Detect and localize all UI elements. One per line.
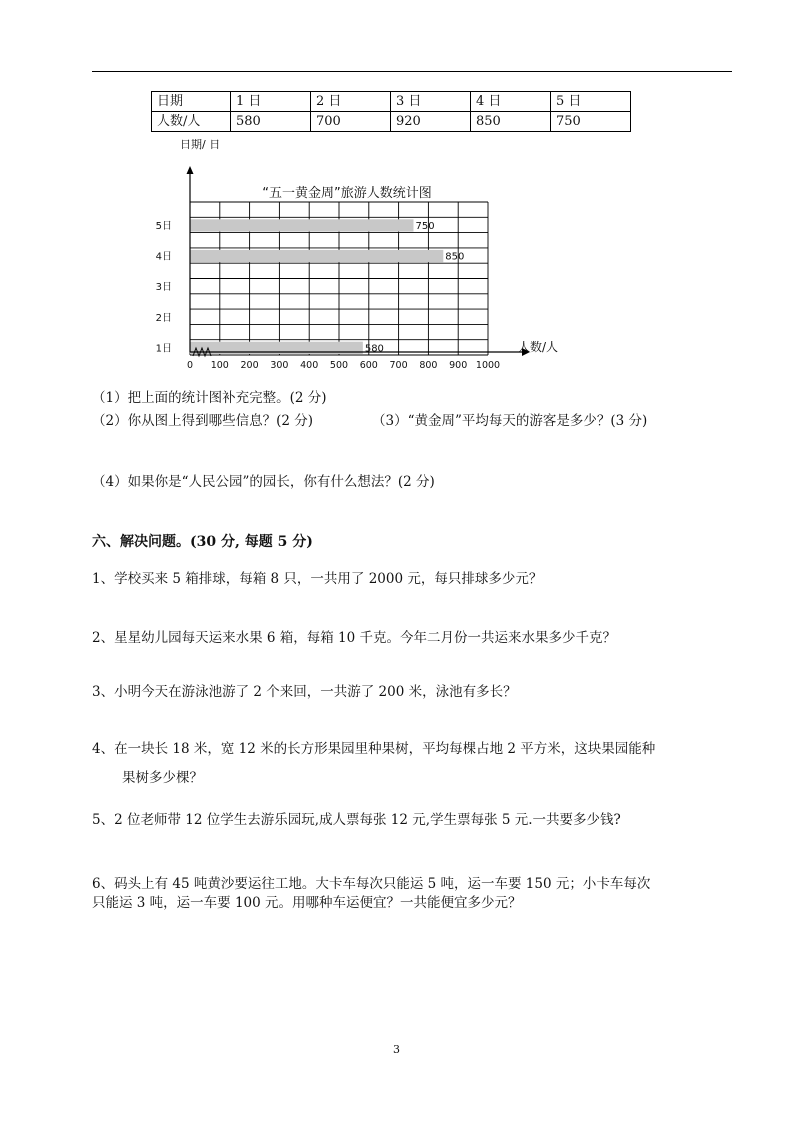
x-tick-label: 200 bbox=[240, 360, 259, 371]
table-cell: 1 日 bbox=[231, 92, 311, 112]
x-tick-label: 700 bbox=[389, 360, 408, 371]
question-1: （1）把上面的统计图补充完整。(2 分) bbox=[92, 390, 327, 406]
problem-6-line-1: 6、码头上有 45 吨黄沙要运往工地。大卡车每次只能运 5 吨，运一车要 150 元；小卡车每次 bbox=[92, 876, 651, 892]
category-label: 5日 bbox=[155, 220, 172, 232]
x-tick-label: 600 bbox=[359, 360, 378, 371]
x-tick-label: 400 bbox=[300, 360, 319, 371]
table-cell: 人数/人 bbox=[152, 112, 231, 132]
table-cell: 3 日 bbox=[391, 92, 471, 112]
x-tick-label: 300 bbox=[270, 360, 289, 371]
table-row bbox=[152, 92, 631, 112]
x-tick-label: 900 bbox=[449, 360, 468, 371]
section-title: 六、解决问题。(30 分, 每题 5 分) bbox=[92, 534, 313, 550]
bar-value-label: 580 bbox=[364, 343, 384, 355]
bar-value-label: 750 bbox=[415, 220, 435, 232]
chart-title: “五一黄金周”旅游人数统计图 bbox=[262, 186, 432, 201]
x-tick-label: 1000 bbox=[475, 360, 501, 371]
problem-4-line-2: 果树多少棵？ bbox=[122, 770, 203, 786]
problem-3: 3、小明今天在游泳池游了 2 个来回，一共游了 200 米，泳池有多长？ bbox=[92, 684, 517, 700]
table-cell: 5 日 bbox=[551, 92, 631, 112]
table-cell: 850 bbox=[471, 112, 551, 132]
bar-value-label: 850 bbox=[445, 251, 465, 263]
table-cell: 4 日 bbox=[471, 92, 551, 112]
chart-bar bbox=[190, 219, 414, 231]
table-cell: 2 日 bbox=[311, 92, 391, 112]
x-tick-label: 100 bbox=[210, 360, 229, 371]
problem-1: 1、学校买来 5 箱排球，每箱 8 只，一共用了 2000 元，每只排球多少元？ bbox=[92, 571, 543, 587]
problem-6-line-2: 只能运 3 吨，运一车要 100 元。用哪种车运便宜？一共能便宜多少元？ bbox=[92, 895, 522, 911]
header-rule bbox=[92, 71, 732, 72]
question-3: （3）“黄金周”平均每天的游客是多少？(3 分) bbox=[372, 413, 648, 429]
page-number: 3 bbox=[393, 1043, 400, 1056]
chart-bar bbox=[190, 250, 443, 262]
category-label: 1日 bbox=[155, 343, 172, 355]
y-axis-label: 日期/ 日 bbox=[180, 138, 221, 151]
category-label: 2日 bbox=[155, 312, 172, 324]
x-axis-label: 人数/人 bbox=[518, 340, 559, 354]
table-cell: 日期 bbox=[152, 92, 231, 112]
problem-4-line-1: 4、在一块长 18 米，宽 12 米的长方形果园里种果树，平均每棵占地 2 平方米，这块果园能种 bbox=[92, 741, 656, 757]
problem-2: 2、星星幼儿园每天运来水果 6 箱，每箱 10 千克。今年二月份一共运来水果多少千克？ bbox=[92, 630, 617, 646]
bar-chart bbox=[150, 134, 590, 376]
table-cell: 580 bbox=[231, 112, 311, 132]
category-label: 4日 bbox=[155, 251, 172, 263]
problem-5: 5、2 位老师带 12 位学生去游乐园玩,成人票每张 12 元,学生票每张 5 元.一共要多少钱? bbox=[92, 812, 621, 828]
category-label: 3日 bbox=[155, 282, 172, 294]
visitor-table bbox=[151, 91, 631, 132]
x-tick-label: 0 bbox=[186, 360, 194, 371]
x-tick-label: 500 bbox=[329, 360, 349, 371]
question-4: （4）如果你是“人民公园”的园长，你有什么想法？(2 分) bbox=[92, 474, 435, 490]
chart-bars bbox=[190, 219, 443, 354]
table-row bbox=[152, 112, 631, 132]
table-cell: 700 bbox=[311, 112, 391, 132]
x-tick-label: 800 bbox=[419, 360, 438, 371]
table-cell: 920 bbox=[391, 112, 471, 132]
table-cell: 750 bbox=[551, 112, 631, 132]
y-axis-arrow bbox=[187, 166, 194, 174]
question-2: （2）你从图上得到哪些信息？(2 分) bbox=[92, 413, 314, 429]
